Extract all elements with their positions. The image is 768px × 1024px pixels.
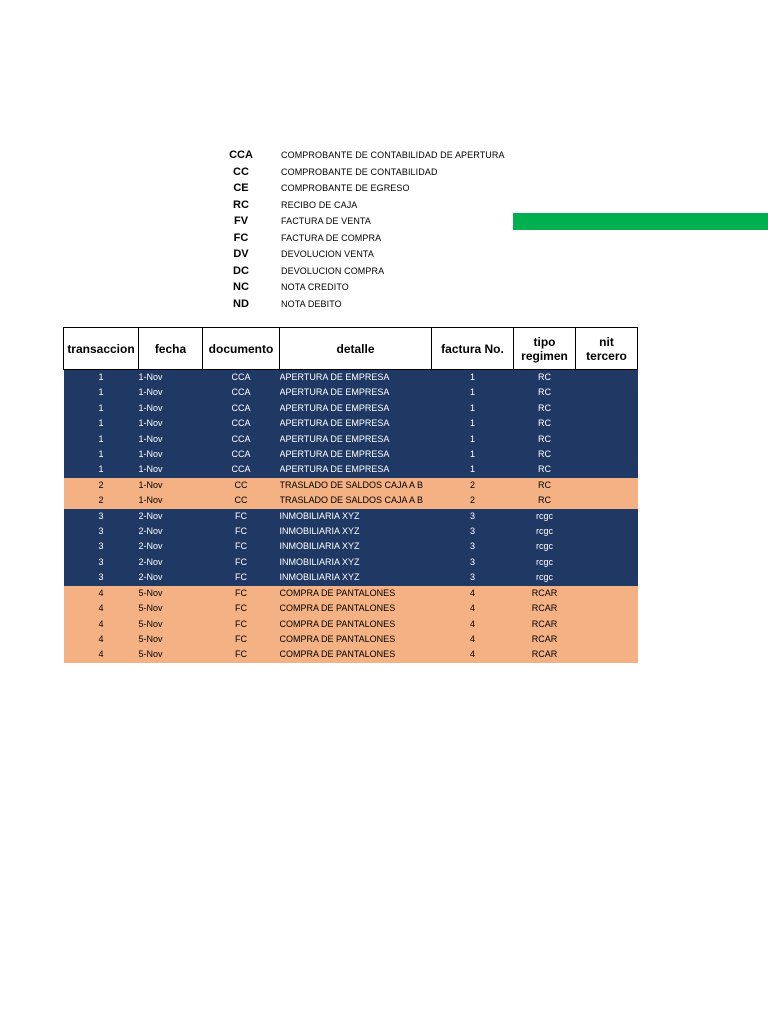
legend-description: NOTA CREDITO (281, 282, 349, 293)
cell-transaccion: 3 (64, 539, 139, 554)
cell-nit-tercero (576, 509, 638, 524)
cell-transaccion: 1 (64, 401, 139, 416)
cell-tipo-regimen: RCAR (514, 632, 576, 647)
cell-transaccion: 3 (64, 524, 139, 539)
cell-transaccion: 3 (64, 555, 139, 570)
cell-factura: 4 (432, 586, 514, 601)
cell-fecha: 2-Nov (139, 524, 203, 539)
cell-fecha: 1-Nov (139, 401, 203, 416)
cell-fecha: 1-Nov (139, 416, 203, 431)
cell-fecha: 2-Nov (139, 539, 203, 554)
cell-tipo-regimen: RC (514, 370, 576, 386)
cell-fecha: 5-Nov (139, 617, 203, 632)
cell-documento: FC (203, 632, 280, 647)
table-header-row (64, 328, 638, 370)
cell-nit-tercero (576, 555, 638, 570)
header-documento: documento (203, 328, 280, 370)
cell-transaccion: 4 (64, 586, 139, 601)
table-row (64, 539, 638, 554)
cell-factura: 1 (432, 401, 514, 416)
header-transaccion: transaccion (64, 328, 139, 370)
cell-fecha: 2-Nov (139, 570, 203, 585)
cell-documento: FC (203, 601, 280, 616)
cell-documento: CCA (203, 370, 280, 386)
cell-detalle: INMOBILIARIA XYZ (280, 524, 432, 539)
table-row (64, 401, 638, 416)
cell-nit-tercero (576, 462, 638, 477)
legend-description: DEVOLUCION VENTA (281, 249, 374, 260)
header-tipo-line2: regimen (521, 348, 568, 363)
cell-factura: 1 (432, 447, 514, 462)
cell-detalle: TRASLADO DE SALDOS CAJA A B (280, 493, 432, 508)
cell-tipo-regimen: rcgc (514, 570, 576, 585)
legend-code: RC (233, 198, 249, 211)
cell-detalle: INMOBILIARIA XYZ (280, 509, 432, 524)
cell-documento: CCA (203, 401, 280, 416)
transactions-table (63, 327, 638, 663)
table-row (64, 478, 638, 493)
cell-nit-tercero (576, 370, 638, 386)
cell-detalle: INMOBILIARIA XYZ (280, 570, 432, 585)
legend-description: COMPROBANTE DE EGRESO (281, 183, 410, 194)
table-row (64, 385, 638, 400)
cell-documento: CCA (203, 462, 280, 477)
cell-documento: FC (203, 617, 280, 632)
cell-tipo-regimen: RC (514, 385, 576, 400)
cell-transaccion: 4 (64, 617, 139, 632)
cell-nit-tercero (576, 432, 638, 447)
cell-tipo-regimen: RC (514, 462, 576, 477)
legend-item (224, 246, 524, 263)
cell-documento: FC (203, 509, 280, 524)
cell-factura: 3 (432, 524, 514, 539)
cell-documento: FC (203, 555, 280, 570)
cell-fecha: 5-Nov (139, 601, 203, 616)
cell-fecha: 1-Nov (139, 493, 203, 508)
cell-documento: CCA (203, 416, 280, 431)
cell-tipo-regimen: RCAR (514, 617, 576, 632)
cell-detalle: INMOBILIARIA XYZ (280, 555, 432, 570)
legend-code: CC (233, 165, 249, 178)
legend-code: DV (233, 248, 249, 261)
legend-item (224, 230, 524, 247)
cell-factura: 3 (432, 570, 514, 585)
cell-nit-tercero (576, 493, 638, 508)
cell-detalle: APERTURA DE EMPRESA (280, 385, 432, 400)
cell-documento: FC (203, 570, 280, 585)
cell-transaccion: 4 (64, 647, 139, 662)
header-nit-line2: tercero (586, 348, 627, 363)
cell-fecha: 1-Nov (139, 462, 203, 477)
cell-fecha: 5-Nov (139, 632, 203, 647)
cell-tipo-regimen: RCAR (514, 647, 576, 662)
cell-fecha: 5-Nov (139, 586, 203, 601)
header-tipo-regimen (514, 328, 576, 370)
cell-nit-tercero (576, 524, 638, 539)
table-row (64, 509, 638, 524)
cell-documento: CC (203, 493, 280, 508)
cell-transaccion: 1 (64, 432, 139, 447)
cell-nit-tercero (576, 586, 638, 601)
cell-fecha: 5-Nov (139, 647, 203, 662)
cell-nit-tercero (576, 416, 638, 431)
legend-code: FV (233, 215, 249, 228)
cell-transaccion: 3 (64, 509, 139, 524)
header-factura: factura No. (432, 328, 514, 370)
legend-code: NC (233, 281, 249, 294)
table-row (64, 493, 638, 508)
cell-factura: 1 (432, 462, 514, 477)
cell-transaccion: 4 (64, 601, 139, 616)
legend-code: CCA (229, 149, 253, 162)
cell-detalle: TRASLADO DE SALDOS CAJA A B (280, 478, 432, 493)
cell-detalle: COMPRA DE PANTALONES (280, 601, 432, 616)
cell-detalle: COMPRA DE PANTALONES (280, 632, 432, 647)
legend-code: ND (233, 297, 249, 310)
cell-tipo-regimen: rcgc (514, 524, 576, 539)
cell-transaccion: 2 (64, 493, 139, 508)
cell-transaccion: 4 (64, 632, 139, 647)
cell-detalle: APERTURA DE EMPRESA (280, 432, 432, 447)
cell-factura: 2 (432, 493, 514, 508)
cell-factura: 3 (432, 509, 514, 524)
cell-fecha: 2-Nov (139, 555, 203, 570)
cell-transaccion: 1 (64, 370, 139, 386)
legend-description: FACTURA DE COMPRA (281, 232, 382, 243)
legend-item (224, 164, 524, 181)
legend-description: NOTA DEBITO (281, 298, 342, 309)
cell-fecha: 1-Nov (139, 385, 203, 400)
cell-nit-tercero (576, 647, 638, 662)
table-row (64, 555, 638, 570)
cell-detalle: APERTURA DE EMPRESA (280, 462, 432, 477)
cell-transaccion: 2 (64, 478, 139, 493)
cell-factura: 4 (432, 632, 514, 647)
legend-description: DEVOLUCION COMPRA (281, 265, 385, 276)
cell-nit-tercero (576, 570, 638, 585)
legend-code: FC (233, 231, 249, 244)
header-nit-tercero (576, 328, 638, 370)
cell-tipo-regimen: rcgc (514, 555, 576, 570)
cell-documento: CCA (203, 447, 280, 462)
cell-nit-tercero (576, 601, 638, 616)
cell-tipo-regimen: RC (514, 432, 576, 447)
cell-factura: 1 (432, 370, 514, 386)
legend-item (224, 213, 524, 230)
cell-nit-tercero (576, 478, 638, 493)
cell-nit-tercero (576, 632, 638, 647)
table-row (64, 462, 638, 477)
legend-description: RECIBO DE CAJA (281, 199, 358, 210)
cell-detalle: INMOBILIARIA XYZ (280, 539, 432, 554)
legend-item (224, 296, 524, 313)
legend-code: DC (233, 264, 249, 277)
cell-fecha: 1-Nov (139, 447, 203, 462)
cell-tipo-regimen: RC (514, 416, 576, 431)
legend-item (224, 147, 524, 164)
cell-transaccion: 3 (64, 570, 139, 585)
cell-transaccion: 1 (64, 447, 139, 462)
cell-factura: 2 (432, 478, 514, 493)
cell-factura: 4 (432, 647, 514, 662)
cell-factura: 3 (432, 555, 514, 570)
cell-tipo-regimen: rcgc (514, 509, 576, 524)
cell-factura: 3 (432, 539, 514, 554)
cell-transaccion: 1 (64, 462, 139, 477)
cell-factura: 1 (432, 416, 514, 431)
legend-item (224, 279, 524, 296)
legend-item (224, 180, 524, 197)
cell-tipo-regimen: RC (514, 447, 576, 462)
cell-tipo-regimen: rcgc (514, 539, 576, 554)
table-row (64, 570, 638, 585)
cell-nit-tercero (576, 385, 638, 400)
cell-detalle: APERTURA DE EMPRESA (280, 416, 432, 431)
cell-factura: 1 (432, 432, 514, 447)
header-tipo-line1: tipo (533, 334, 556, 349)
header-fecha: fecha (139, 328, 203, 370)
table-row (64, 416, 638, 431)
legend-description: COMPROBANTE DE CONTABILIDAD (281, 166, 438, 177)
cell-documento: FC (203, 524, 280, 539)
cell-fecha: 1-Nov (139, 432, 203, 447)
cell-nit-tercero (576, 447, 638, 462)
cell-detalle: APERTURA DE EMPRESA (280, 447, 432, 462)
cell-fecha: 2-Nov (139, 509, 203, 524)
cell-detalle: COMPRA DE PANTALONES (280, 586, 432, 601)
header-nit-line1: nit (599, 334, 614, 349)
cell-documento: FC (203, 539, 280, 554)
cell-transaccion: 1 (64, 385, 139, 400)
cell-documento: CC (203, 478, 280, 493)
table-row (64, 647, 638, 662)
legend-item (224, 263, 524, 280)
cell-fecha: 1-Nov (139, 478, 203, 493)
cell-tipo-regimen: RC (514, 401, 576, 416)
legend-description: COMPROBANTE DE CONTABILIDAD DE APERTURA (281, 150, 505, 161)
table-body (64, 370, 638, 663)
cell-documento: CCA (203, 432, 280, 447)
table-row (64, 617, 638, 632)
cell-tipo-regimen: RCAR (514, 586, 576, 601)
legend-item (224, 197, 524, 214)
document-type-legend (224, 147, 524, 312)
table-row (64, 524, 638, 539)
table-row (64, 601, 638, 616)
cell-documento: FC (203, 647, 280, 662)
cell-tipo-regimen: RC (514, 493, 576, 508)
cell-detalle: COMPRA DE PANTALONES (280, 647, 432, 662)
cell-detalle: APERTURA DE EMPRESA (280, 370, 432, 386)
cell-nit-tercero (576, 539, 638, 554)
cell-documento: FC (203, 586, 280, 601)
cell-documento: CCA (203, 385, 280, 400)
cell-factura: 1 (432, 385, 514, 400)
table-row (64, 586, 638, 601)
green-highlight-bar (513, 213, 768, 230)
table-row (64, 370, 638, 386)
cell-transaccion: 1 (64, 416, 139, 431)
cell-factura: 4 (432, 601, 514, 616)
table-row (64, 632, 638, 647)
cell-detalle: APERTURA DE EMPRESA (280, 401, 432, 416)
table-row (64, 432, 638, 447)
cell-tipo-regimen: RC (514, 478, 576, 493)
legend-description: FACTURA DE VENTA (281, 216, 371, 227)
cell-detalle: COMPRA DE PANTALONES (280, 617, 432, 632)
cell-factura: 4 (432, 617, 514, 632)
table-row (64, 447, 638, 462)
cell-tipo-regimen: RCAR (514, 601, 576, 616)
cell-fecha: 1-Nov (139, 370, 203, 386)
legend-code: CE (233, 182, 249, 195)
header-detalle: detalle (280, 328, 432, 370)
cell-nit-tercero (576, 617, 638, 632)
cell-nit-tercero (576, 401, 638, 416)
